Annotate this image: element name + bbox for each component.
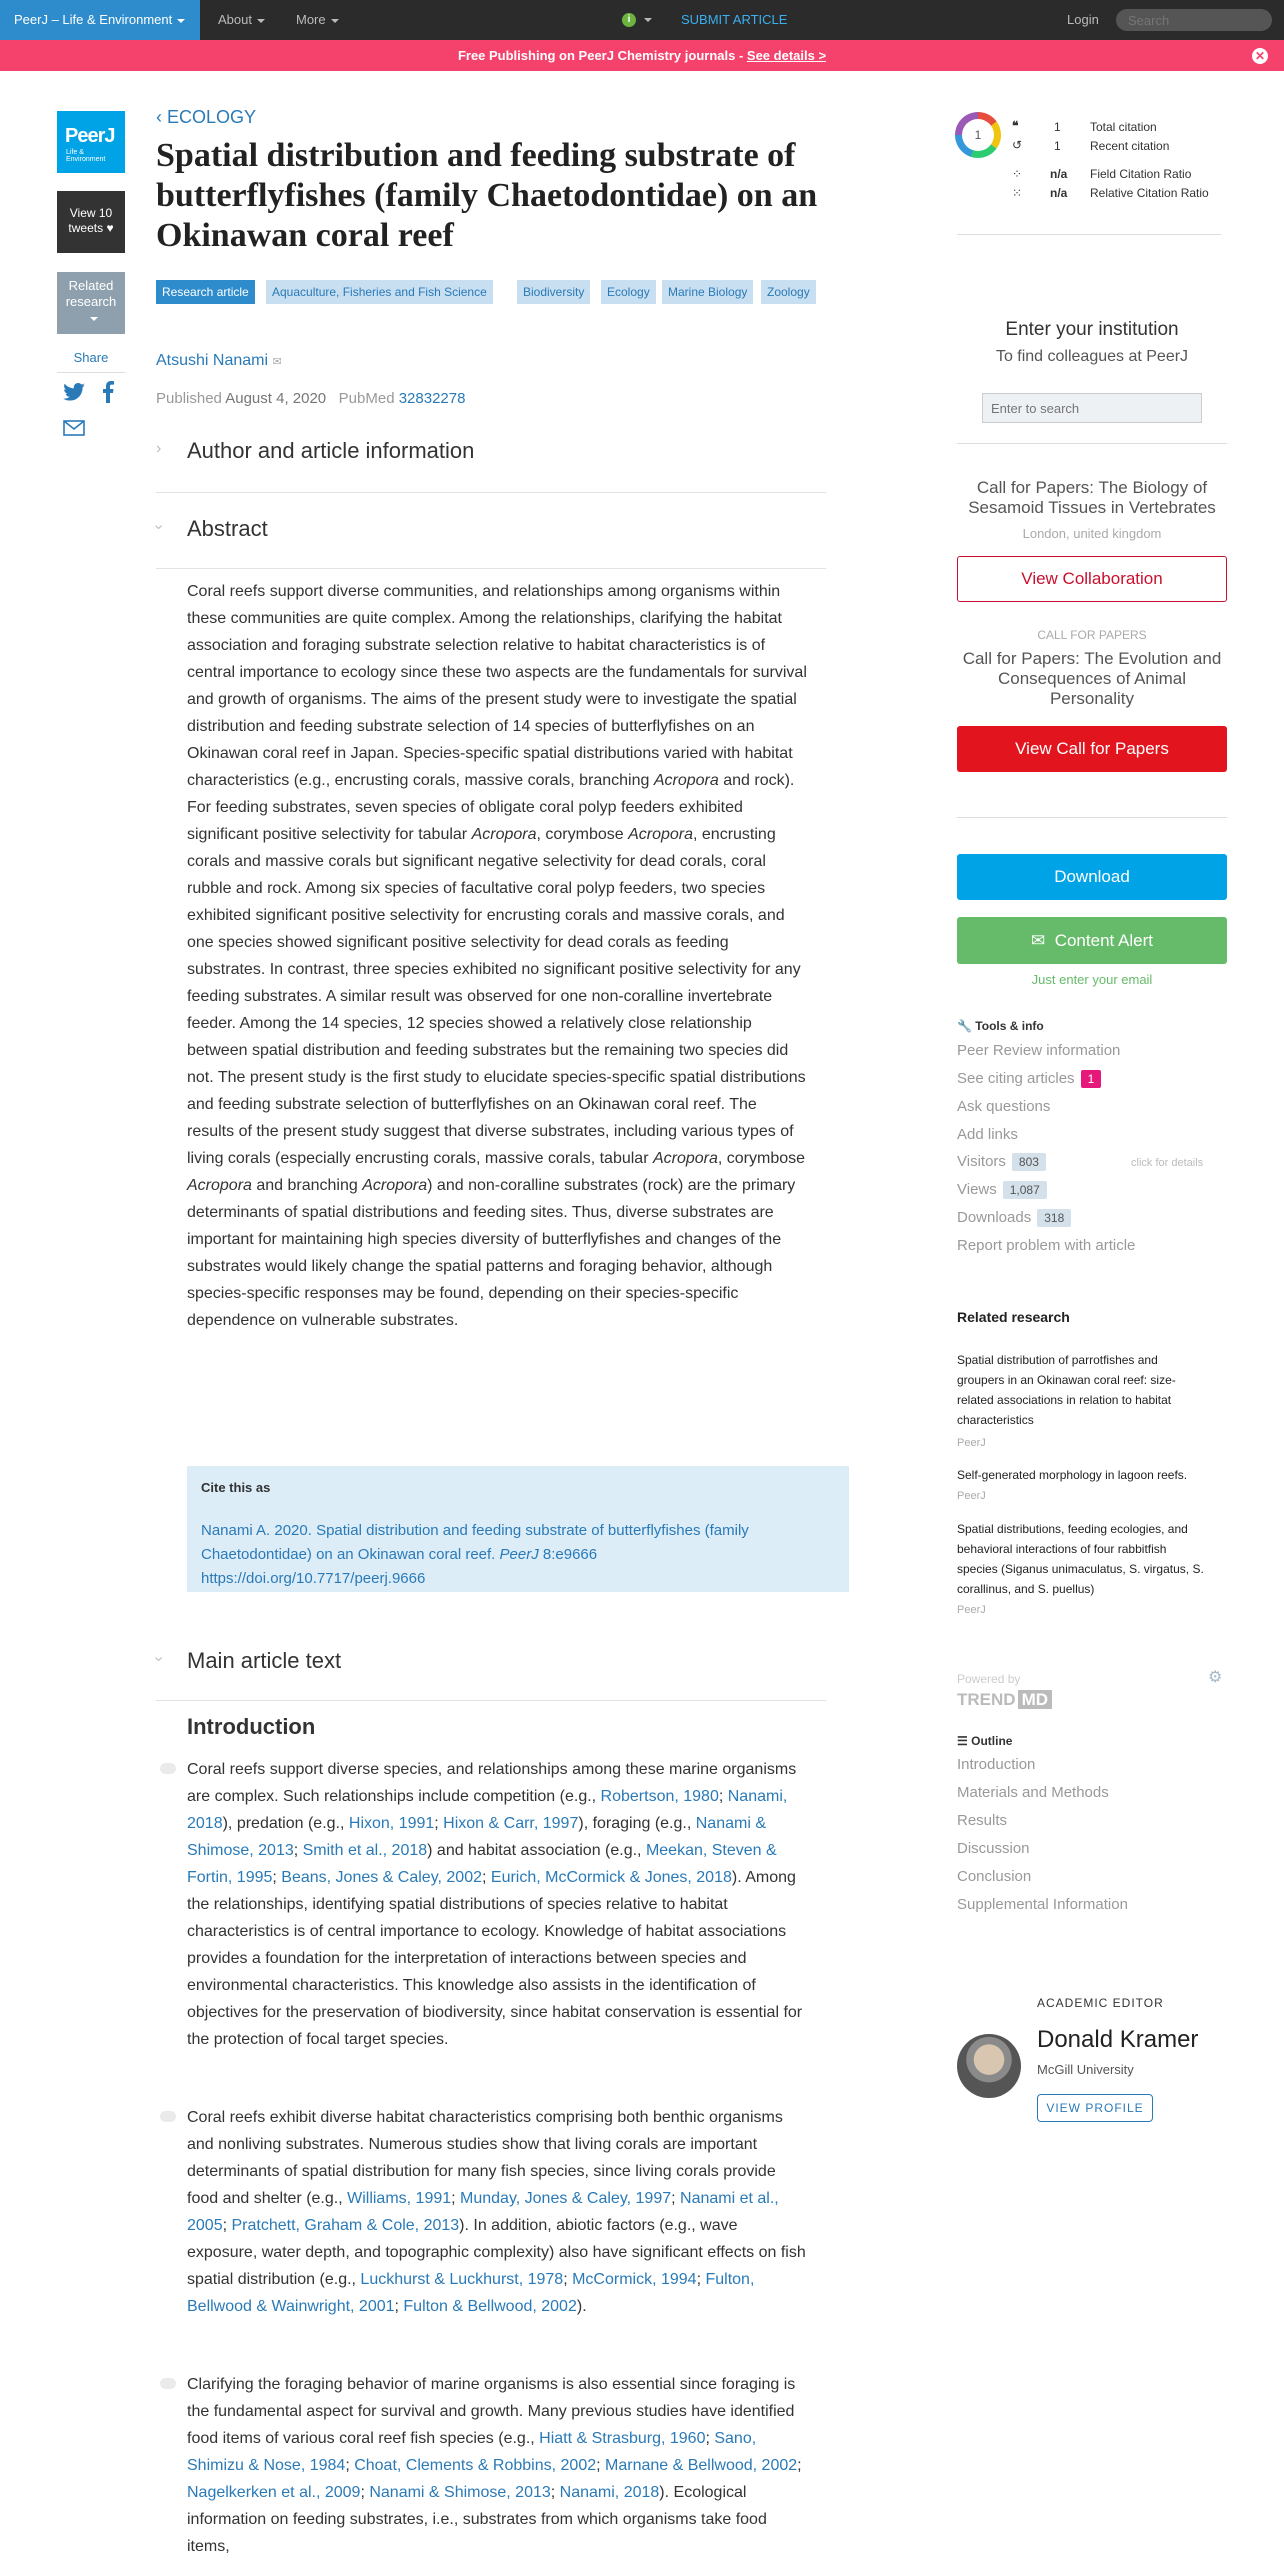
citing-count-badge: 1 [1081,1070,1102,1088]
reference-link[interactable]: Fulton & Bellwood, 2002 [403,2298,577,2315]
recent-citation-label: Recent citation [1090,139,1170,153]
list-icon: ☰ [957,1734,968,1748]
rcr-value: n/a [1050,186,1068,200]
divider [156,568,826,569]
download-button[interactable]: Download [957,854,1227,900]
content-alert-label: Content Alert [1054,931,1153,950]
pubmed-link[interactable]: 32832278 [398,390,466,407]
total-citation-value: 1 [1054,120,1061,134]
trendmd-trend: TREND [957,1690,1016,1709]
journal-brand-label: PeerJ – Life & Environment [14,12,173,27]
cite-box [187,1466,849,1592]
reference-link[interactable]: Robertson, 1980 [600,1788,719,1805]
citation-journal: PeerJ [499,1546,539,1563]
ask-questions-link[interactable]: Ask questions [957,1098,1051,1115]
share-divider [57,372,125,373]
chevron-right-icon[interactable]: › [156,440,162,457]
top-navbar [0,0,1284,40]
divider [957,443,1227,444]
author-name: Atsushi Nanami [156,352,269,369]
view-profile-button[interactable]: VIEW PROFILE [1037,2094,1153,2122]
research-label: research [65,294,117,309]
report-problem-link[interactable]: Report problem with article [957,1237,1136,1254]
fcr-value: n/a [1050,167,1068,181]
reference-link[interactable]: Nanami & Shimose, 2013 [187,1815,766,1859]
facebook-icon[interactable] [102,381,114,403]
fcr-label: Field Citation Ratio [1090,167,1192,181]
about-label: About [218,12,252,27]
intro-paragraph-1: Coral reefs support diverse species, and relationships among these marine organisms are complex. Such relationships include competition (e.g., Robertson, 1980; Nanami, 2018), predation (e.g., Hixon, 1991; Hixon & Carr, 1997), foraging (e.g., Nanami & Shimose, 2013; Smith et al., 2018) and habitat association (e.g., Meekan, Steven & Fortin, 1995; Beans, Jones & Caley, 2002; Eurich, McCormick & Jones, 2018). Among the relationships, identifying spatial distributions of species relative to habitat characteristics is of central importance to ecology. Knowledge of habitat associations provides a foundation for the interpretation of interactions between species and environmental characteristics. This knowledge also assists in the identification of objectives for the preservation of biodiversity, since habitat conservation is essential for the protection of focal target species. [187,1761,803,2048]
reference-link[interactable]: Nanami, 2018 [559,2484,660,2501]
related-item-3[interactable]: Spatial distributions, feeding ecologies, and behavioral interactions of four rabbitfish species (Siganus unimaculatus, S. virgatus, S. corallinus, and S. puellus) [957,1522,1204,1596]
related-research-button[interactable] [57,272,125,334]
envelope-icon: ✉ [1031,931,1046,950]
reference-link[interactable]: Meekan, Steven & Fortin, 1995 [187,1842,777,1886]
view-tweets-button[interactable] [57,191,125,253]
tag-research-article[interactable]: Research article [156,280,255,304]
tag-aquaculture[interactable]: Aquaculture, Fisheries and Fish Science [266,280,493,304]
divider [156,1700,826,1701]
divider [957,234,1221,235]
section-breadcrumb[interactable]: ‹ ECOLOGY [156,107,257,127]
views-link[interactable] [957,1181,1047,1199]
italic-term: Acropora [653,772,719,789]
institution-subheading: To find colleagues at PeerJ [995,348,1189,365]
reference-link[interactable]: Williams, 1991 [347,2190,452,2207]
outline-item-methods[interactable]: Materials and Methods [957,1784,1109,1801]
view-collaboration-button[interactable]: View Collaboration [957,556,1227,602]
info-icon[interactable]: i [622,13,636,27]
chevron-down-icon[interactable] [644,18,652,22]
relative-ratio-icon: ⁙ [1012,186,1023,200]
reference-link[interactable]: Sano, Shimizu & Nose, 1984 [187,2430,757,2474]
tag-biodiversity[interactable]: Biodiversity [517,280,590,304]
outline-heading-label: Outline [971,1734,1013,1748]
citing-label: See citing articles [957,1070,1075,1087]
editor-name: Donald Kramer [1037,2026,1199,2053]
published-label: Published [156,390,222,407]
trendmd-logo[interactable] [957,1690,1052,1710]
visitors-label: Visitors [957,1153,1006,1170]
citation-doi: https://doi.org/10.7717/peerj.9666 [201,1570,426,1587]
italic-term: Acropora [362,1177,428,1194]
call2-label: CALL FOR PAPERS [1037,628,1147,642]
chevron-down-icon [257,19,265,23]
twitter-bird-icon: ♥ [106,221,114,235]
email-icon[interactable] [63,420,85,436]
more-label: More [296,12,326,27]
related-item-1[interactable]: Spatial distribution of parrotfishes and groupers in an Okinawan coral reef: size-related associations in relation to habitat characteristics [957,1353,1176,1427]
logo-text: PeerJ [65,125,115,147]
abstract-text: Coral reefs support diverse communities, and relationships among organisms within these communities are quite complex. Among the relationships, clarifying the habitat association and foraging substrate selection relative to habitat characteristics is of central importance to ecology since these two aspects are the fundamentals for survival and growth of organisms. The aims of the present study were to investigate the spatial distribution and feeding substrate selection of 14 species of butterflyfishes on an Okinawan coral reef in Japan. Species-specific spatial distributions varied with habitat characteristics (e.g., encrusting corals, massive corals, branching Acropora and rock). For feeding substrates, seven species of obligate coral polyp feeders exhibited significant positive selectivity for tabular Acropora, corymbose Acropora, encrusting corals and massive corals but significant negative selectivity for dead corals, coral rubble and rock. Among six species of facultative coral polyp feeders, two species exhibited significant positive selectivity for encrusting corals and massive corals, and one species showed significant positive selectivity for dead corals as feeding substrates. In contrast, three species exhibited no significant positive selectivity for any feeding substrates. A similar result was observed for one non-coralline invertebrate feeder. Among the 14 species, 12 species showed a relatively close relationship between spatial distribution and feeding substrates but the remaining two species did not. The present study is the first study to elucidate species-specific spatial distributions and feeding substrate selection of butterflyfishes on an Okinawan coral reef. The results of the present study suggest that diverse substrates, including various types of living corals (especially encrusting corals, massive corals, tabular Acropora, corymbose Acropora and branching Acropora) and non-coralline substrates (rock) are the primary determinants of spatial distributions and feeding sites. Thus, diverse substrates are important for maintaining high species diversity of butterflyfishes and changes of the substrates would likely change the spatial patterns and foraging behavior, although species-specific responses may be found, depending on their species-specific dependence on vulnerable substrates. [187,583,807,1329]
citation-text: Nanami A. 2020. Spatial distribution and feeding substrate of butterflyfishes (family Chaetodontidae) on an Okinawan coral reef. [201,1522,749,1563]
journal-brand-menu[interactable] [0,0,200,40]
reference-link[interactable]: Nanami, 2018 [187,1788,788,1832]
tag-ecology[interactable]: Ecology [601,280,656,304]
author-link[interactable] [156,352,282,370]
more-menu[interactable] [296,0,339,40]
abstract-heading[interactable]: Abstract [187,516,268,541]
reference-link[interactable]: Hiatt & Strasburg, 1960 [539,2430,706,2447]
italic-term: Acropora [628,826,694,843]
visitors-count-badge: 803 [1012,1153,1046,1171]
introduction-heading: Introduction [187,1714,316,1739]
italic-term: Acropora [471,826,537,843]
tag-marine-biology[interactable]: Marine Biology [662,280,753,304]
reference-link[interactable]: Luckhurst & Luckhurst, 1978 [360,2271,564,2288]
published-date: August 4, 2020 [225,390,327,407]
chevron-down-icon [90,317,98,321]
intro-paragraph-2: Coral reefs exhibit diverse habitat characteristics comprising both benthic organisms and nonliving substrates. Numerous studies show that living corals are important determinants of spatial distribution for many fish species, since living corals provide food and shelter (e.g., Williams, 1991; Munday, Jones & Caley, 1997; Nanami et al., 2005; Pratchett, Graham & Cole, 2013). In addition, abiotic factors (e.g., wave exposure, water depth, and topographic complexity) also have significant effects on fish spatial distribution (e.g., Luckhurst & Luckhurst, 1978; McCormick, 1994; Fulton, Bellwood & Wainwright, 2001; Fulton & Bellwood, 2002). [187,2109,806,2315]
views-label: Views [957,1181,997,1198]
citation-volume: 8:e9666 [538,1546,598,1563]
peer-review-link[interactable]: Peer Review information [957,1042,1121,1059]
reference-link[interactable]: Eurich, McCormick & Jones, 2018 [490,1869,732,1886]
search-input[interactable] [1116,9,1272,31]
outline-item-introduction[interactable]: Introduction [957,1756,1036,1773]
pubmed-label: PubMed [338,390,395,407]
chevron-down-icon [331,19,339,23]
reference-link[interactable]: Marnane & Bellwood, 2002 [605,2457,798,2474]
cite-heading: Cite this as [201,1480,271,1495]
submit-article-link[interactable]: SUBMIT ARTICLE [681,12,788,27]
add-links-link[interactable]: Add links [957,1126,1018,1143]
editor-university: McGill University [1037,2062,1134,2077]
logo-subtext: Life & Environment [66,149,106,163]
views-count-badge: 1,087 [1003,1181,1047,1199]
recent-citation-value: 1 [1054,139,1061,153]
twitter-icon[interactable] [63,383,85,401]
email-hint: Just enter your email [1031,972,1153,987]
content-alert-button[interactable] [957,917,1227,964]
main-text-heading[interactable]: Main article text [187,1648,342,1673]
divider [156,492,826,493]
reference-link[interactable]: McCormick, 1994 [572,2271,697,2288]
article-title: Spatial distribution and feeding substrate of butterflyfishes (family Chaetodontidae) on an Okinawan coral reef [156,137,818,254]
reference-link[interactable]: Nagelkerken et al., 2009 [187,2484,361,2501]
related-item-3-source: PeerJ [957,1604,986,1616]
call1-title[interactable]: Call for Papers: The Biology of Sesamoid Tissues in Vertebrates [968,478,1216,517]
outline-item-conclusion[interactable]: Conclusion [957,1868,1032,1885]
tag-zoology[interactable]: Zoology [761,280,816,304]
comment-icon[interactable] [160,1763,176,1774]
visitors-link[interactable] [957,1153,1046,1171]
downloads-count-badge: 318 [1037,1209,1071,1227]
chevron-down-icon[interactable]: › [150,1656,168,1662]
academic-editor-label: ACADEMIC EDITOR [1037,1996,1164,2010]
field-ratio-icon: ⁘ [1012,167,1023,181]
downloads-label: Downloads [957,1209,1032,1226]
reference-link[interactable]: Smith et al., 2018 [302,1842,428,1859]
banner-text: Free Publishing on PeerJ Chemistry journals - [457,48,747,63]
login-link[interactable]: Login [1067,12,1099,27]
institution-heading: Enter your institution [1005,319,1179,340]
history-icon: ↺ [1012,138,1023,152]
tweets-label: tweets [68,221,104,235]
citation-link[interactable] [201,1519,835,1591]
journal-logo[interactable] [57,111,125,173]
intro-paragraph-3: Clarifying the foraging behavior of marine organisms is also essential since foraging is the fundamental aspect for survival and growth. Many previous studies have identified food items of various coral reef fish species (e.g., Hiatt & Strasburg, 1960; Sano, Shimizu & Nose, 1984; Choat, Clements & Robbins, 2002; Marnane & Bellwood, 2002; Nagelkerken et al., 2009; Nanami & Shimose, 2013; Nanami, 2018). Ecological information on feeding substrates, i.e., substrates from which organisms take food items, [187,2376,802,2555]
reference-link[interactable]: Fulton, Bellwood & Wainwright, 2001 [187,2271,755,2315]
altmetric-donut[interactable] [955,112,1001,158]
divider [957,817,1227,818]
section-label: ECOLOGY [167,107,257,127]
view-call-for-papers-button[interactable]: View Call for Papers [957,726,1227,772]
related-item-2-source: PeerJ [957,1490,986,1502]
click-for-details-hint[interactable]: click for details [1131,1157,1204,1169]
call2-title[interactable]: Call for Papers: The Evolution and Consequences of Animal Personality [962,649,1222,708]
reference-link[interactable]: Nanami et al., 2005 [187,2190,779,2234]
outline-item-supplemental[interactable]: Supplemental Information [957,1896,1128,1913]
gear-icon[interactable]: ⚙ [1208,1669,1223,1686]
rcr-label: Relative Citation Ratio [1090,186,1209,200]
reference-link[interactable]: Beans, Jones & Caley, 2002 [281,1869,482,1886]
call1-location: London, united kingdom [1022,526,1162,541]
reference-link[interactable]: Hixon, 1991 [348,1815,435,1832]
reference-link[interactable]: Nanami & Shimose, 2013 [369,2484,551,2501]
altmetric-score: 1 [962,119,994,151]
chevron-down-icon[interactable]: › [150,524,168,530]
outline-heading [957,1734,1012,1748]
tools-heading-label: Tools & info [975,1019,1044,1033]
institution-search-input[interactable] [982,393,1202,423]
comment-icon[interactable] [160,2111,176,2122]
banner-details-link[interactable]: See details > [746,48,827,63]
share-label: Share [73,350,109,365]
author-info-toggle[interactable]: Author and article information [187,438,475,463]
powered-by-label: Powered by [957,1672,1021,1686]
downloads-link[interactable] [957,1209,1071,1227]
reference-link[interactable]: Hixon & Carr, 1997 [443,1815,579,1832]
total-citation-label: Total citation [1090,120,1157,134]
tweets-count-label: View 10 [69,206,113,220]
close-icon[interactable]: ✕ [1252,48,1268,64]
tools-heading [957,1019,1044,1033]
trendmd-md: MD [1018,1690,1052,1709]
reference-link[interactable]: Pratchett, Graham & Cole, 2013 [231,2217,460,2234]
comment-icon[interactable] [160,2378,176,2389]
italic-term: Acropora [187,1177,252,1194]
reference-link[interactable]: Choat, Clements & Robbins, 2002 [354,2457,597,2474]
italic-term: Acropora [652,1150,718,1167]
about-menu[interactable] [218,0,265,40]
promo-banner [0,40,1284,71]
avatar [957,2034,1021,2098]
outline-item-discussion[interactable]: Discussion [957,1840,1030,1857]
reference-link[interactable]: Munday, Jones & Caley, 1997 [460,2190,672,2207]
related-item-1-source: PeerJ [957,1437,986,1449]
wrench-icon: 🔧 [957,1019,972,1033]
chevron-down-icon [177,19,185,23]
email-icon[interactable]: ✉ [272,356,282,368]
outline-item-results[interactable]: Results [957,1812,1008,1829]
publication-info [156,390,465,407]
quote-icon: ❝ [1012,119,1019,133]
related-label: Related [68,278,114,293]
related-research-heading: Related research [957,1309,1070,1325]
related-item-2[interactable]: Self-generated morphology in lagoon reefs. [957,1468,1188,1482]
citing-articles-link[interactable] [957,1070,1101,1088]
